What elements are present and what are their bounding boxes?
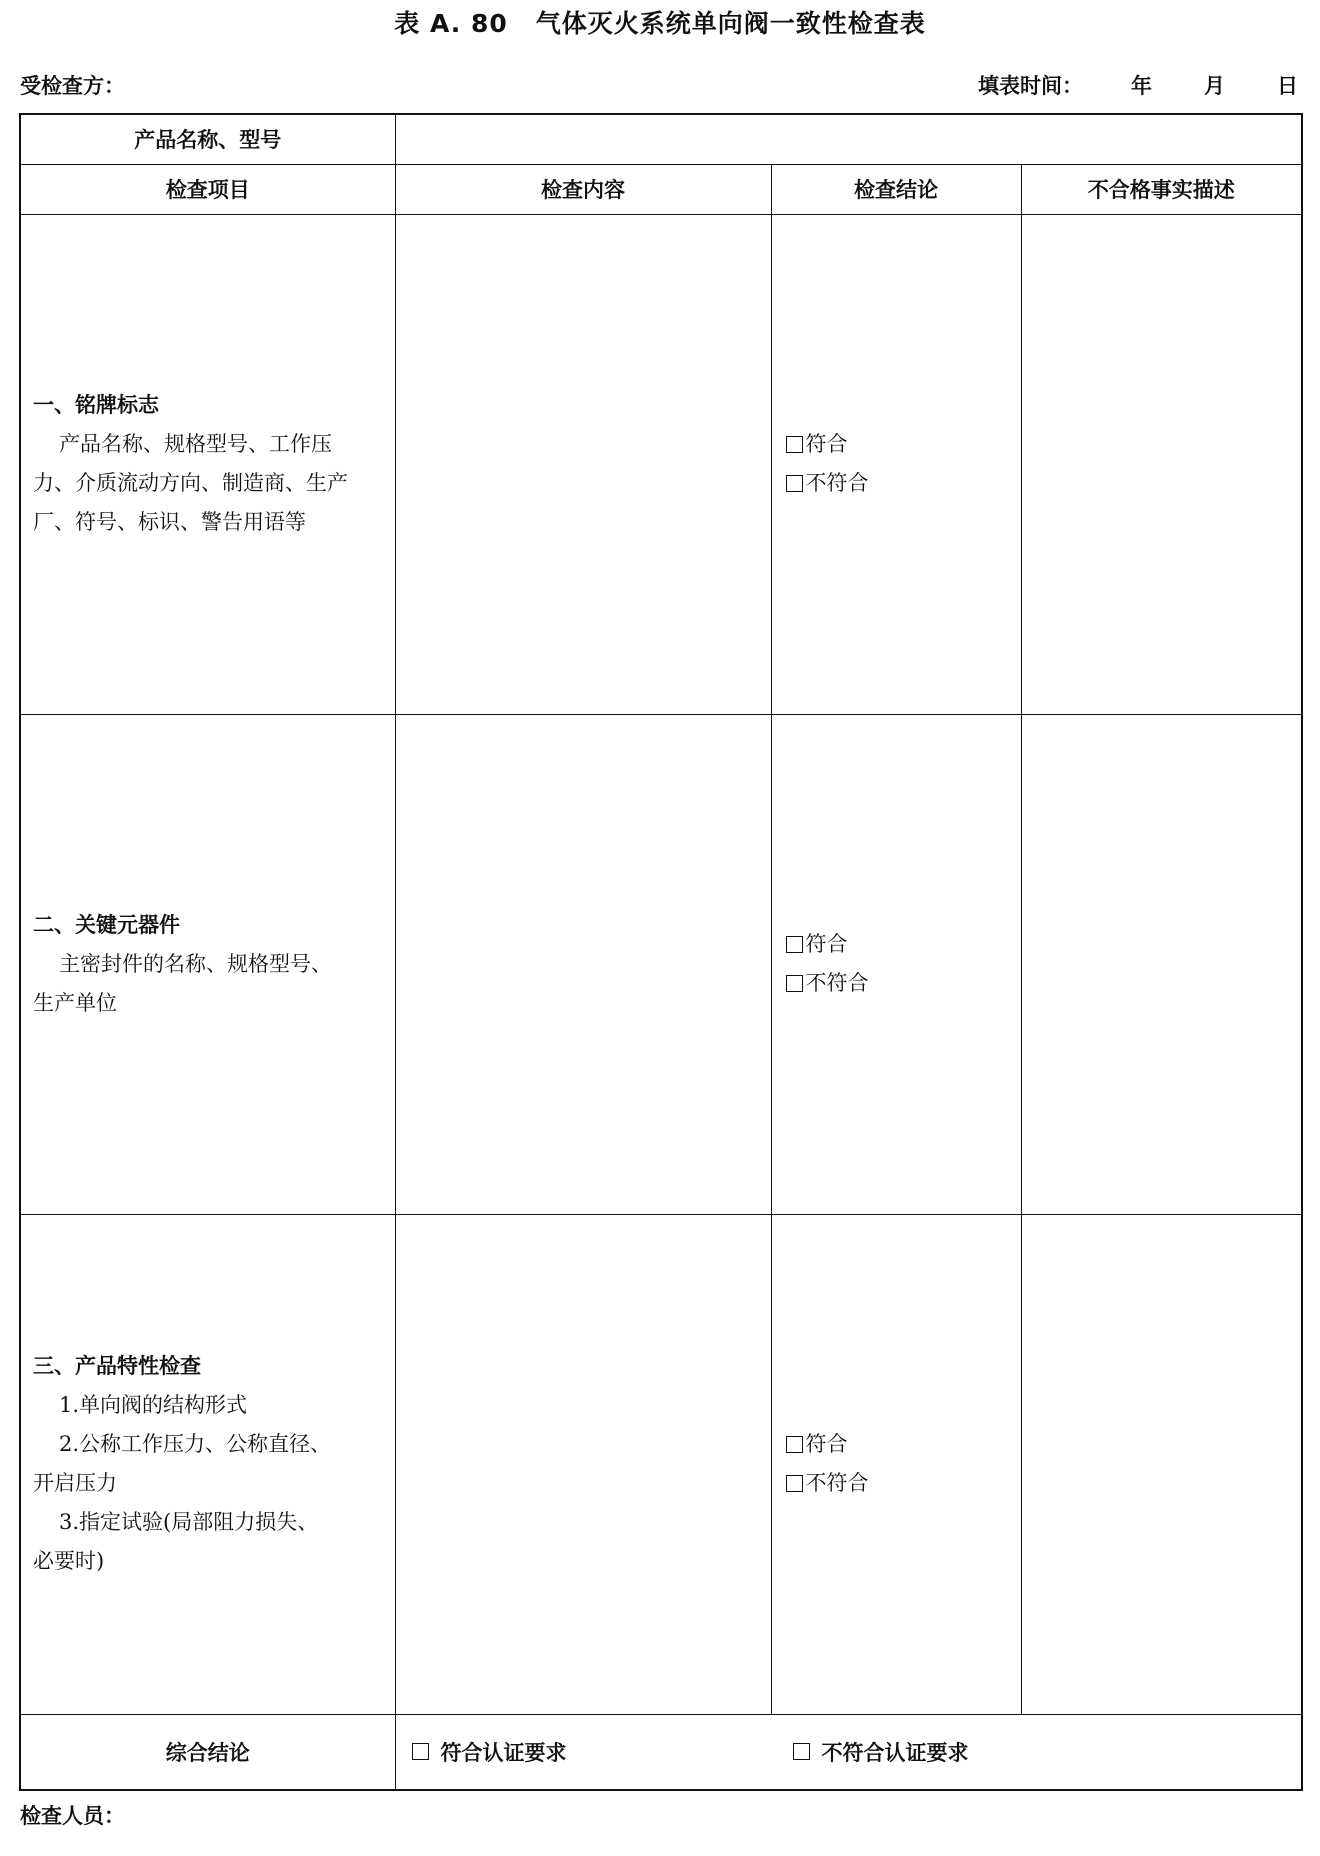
item-text: 生产单位 bbox=[33, 990, 117, 1015]
check-item-nameplate bbox=[20, 214, 395, 714]
product-name-field[interactable] bbox=[395, 114, 1302, 164]
option-label: 符合 bbox=[805, 932, 848, 956]
column-header-conclusion: 检查结论 bbox=[771, 164, 1021, 214]
table-row bbox=[20, 214, 1302, 714]
year-label: 年 bbox=[1131, 74, 1152, 98]
product-name-label: 产品名称、型号 bbox=[20, 114, 395, 164]
nonconform-option[interactable] bbox=[786, 1464, 1021, 1503]
summary-row bbox=[20, 1714, 1302, 1790]
product-name-row bbox=[20, 114, 1302, 164]
table-title: 气体灭火系统单向阀一致性检查表 bbox=[535, 9, 926, 38]
check-content-field[interactable] bbox=[395, 714, 771, 1214]
fill-time bbox=[978, 70, 1298, 100]
checkbox-icon[interactable] bbox=[412, 1743, 429, 1760]
summary-label: 综合结论 bbox=[20, 1714, 395, 1790]
page-title bbox=[0, 4, 1320, 40]
item-text: 必要时) bbox=[33, 1549, 105, 1573]
checkbox-icon[interactable] bbox=[786, 936, 803, 953]
checkbox-icon[interactable] bbox=[793, 1743, 810, 1760]
check-item-product-characteristics bbox=[20, 1214, 395, 1714]
inspector-label: 检查人员： bbox=[20, 1804, 125, 1828]
column-header-item: 检查项目 bbox=[20, 164, 395, 214]
checkbox-icon[interactable] bbox=[786, 436, 803, 453]
table-row bbox=[20, 714, 1302, 1214]
item-text: 主密封件的名称、规格型号、 bbox=[59, 951, 332, 976]
item-text: 2.公称工作压力、公称直径、 bbox=[59, 1432, 332, 1456]
item-text: 厂、符号、标识、警告用语等 bbox=[33, 510, 306, 534]
table-number: 表 A. 80 bbox=[394, 9, 508, 38]
item-text: 3.指定试验(局部阻力损失、 bbox=[59, 1510, 319, 1534]
item-text: 1.单向阀的结构形式 bbox=[59, 1393, 248, 1417]
day-label: 日 bbox=[1277, 74, 1298, 98]
check-content-field[interactable] bbox=[395, 214, 771, 714]
nonconformity-field[interactable] bbox=[1021, 214, 1302, 714]
column-header-nonconformity: 不合格事实描述 bbox=[1021, 164, 1302, 214]
checkbox-icon[interactable] bbox=[786, 975, 803, 992]
item-text: 产品名称、规格型号、工作压 bbox=[59, 432, 332, 456]
nonconform-option[interactable] bbox=[786, 464, 1021, 503]
checkbox-icon[interactable] bbox=[786, 475, 803, 492]
conform-option[interactable] bbox=[786, 1425, 1021, 1464]
item-heading: 一、铭牌标志 bbox=[33, 393, 159, 417]
conform-option[interactable] bbox=[786, 925, 1021, 964]
conform-option[interactable] bbox=[786, 425, 1021, 464]
option-label: 不符合 bbox=[805, 1471, 869, 1495]
item-text: 开启压力 bbox=[33, 1471, 117, 1495]
checkbox-icon[interactable] bbox=[786, 1475, 803, 1492]
fill-time-label: 填表时间： bbox=[978, 74, 1083, 98]
option-label: 不符合 bbox=[805, 971, 869, 995]
conclusion-cell bbox=[771, 1214, 1021, 1714]
check-item-key-components bbox=[20, 714, 395, 1214]
fails-requirements-option[interactable] bbox=[793, 1737, 969, 1767]
option-label: 符合 bbox=[805, 432, 848, 456]
month-label: 月 bbox=[1204, 74, 1225, 98]
nonconformity-field[interactable] bbox=[1021, 714, 1302, 1214]
check-content-field[interactable] bbox=[395, 1214, 771, 1714]
column-header-content: 检查内容 bbox=[395, 164, 771, 214]
conclusion-cell bbox=[771, 214, 1021, 714]
inspected-party-label: 受检查方： bbox=[20, 74, 125, 98]
meets-requirements-option[interactable] bbox=[412, 1737, 567, 1767]
item-text: 力、介质流动方向、制造商、生产 bbox=[33, 471, 348, 495]
nonconform-option[interactable] bbox=[786, 964, 1021, 1003]
option-label: 不符合 bbox=[805, 471, 869, 495]
nonconformity-field[interactable] bbox=[1021, 1214, 1302, 1714]
column-header-row bbox=[20, 164, 1302, 214]
item-heading: 二、关键元器件 bbox=[33, 912, 180, 937]
checkbox-icon[interactable] bbox=[786, 1436, 803, 1453]
inspection-table bbox=[19, 113, 1303, 1791]
option-label: 符合 bbox=[805, 1432, 848, 1456]
summary-options-cell bbox=[395, 1714, 1302, 1790]
conclusion-cell bbox=[771, 714, 1021, 1214]
item-heading: 三、产品特性检查 bbox=[33, 1354, 201, 1378]
table-row bbox=[20, 1214, 1302, 1714]
option-label: 不符合认证要求 bbox=[821, 1740, 969, 1765]
option-label: 符合认证要求 bbox=[440, 1740, 567, 1765]
